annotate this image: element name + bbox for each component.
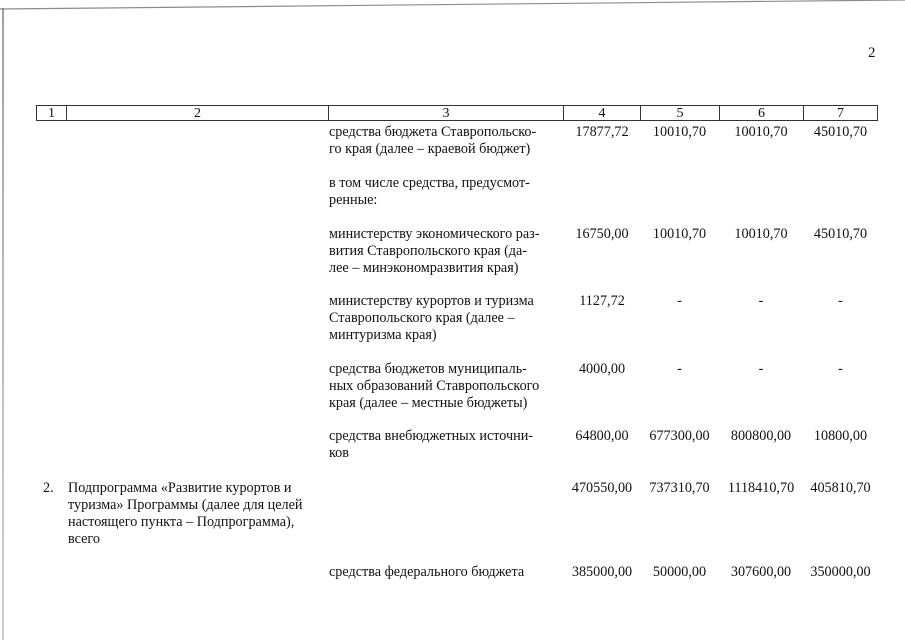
value-col-6: - [758, 361, 764, 377]
value-col-5: - [677, 361, 682, 377]
funding-source-cell [329, 226, 558, 277]
text-line: средства федерального бюджета [329, 564, 525, 580]
value-col-7: 10800,00 [813, 428, 868, 444]
value-col-7: 45010,70 [813, 124, 868, 140]
value-col-7: 350000,00 [810, 564, 871, 580]
value-col-4: 1127,72 [579, 293, 625, 309]
scan-edge-top [0, 0, 905, 12]
value-col-6: 1118410,70 [727, 480, 795, 496]
value-col-5: 677300,00 [649, 428, 710, 444]
value-col-6: 10010,70 [734, 226, 788, 242]
header-col-2: 2 [67, 106, 329, 120]
text-line: министерству курортов и туризма [329, 293, 534, 309]
subprogram-name-cell [68, 480, 322, 548]
funding-source-cell [329, 293, 558, 344]
funding-source-cell [329, 124, 558, 158]
value-col-5: - [677, 293, 682, 309]
text-line: министерству экономического раз- [329, 226, 540, 242]
header-col-3: 3 [329, 106, 564, 120]
value-col-7: - [838, 293, 843, 309]
value-col-7: - [838, 361, 843, 377]
text-line: Ставропольского края (далее – [329, 310, 515, 326]
value-col-4: 470550,00 [571, 480, 633, 496]
page-number: 2 [868, 45, 876, 61]
table-header-row [36, 105, 878, 121]
header-col-5: 5 [641, 106, 720, 120]
text-line: настоящего пункта – Подпрограмма), [68, 514, 295, 530]
value-col-4: 64800,00 [575, 428, 629, 444]
scan-edge-left [2, 8, 4, 640]
value-col-6: 800800,00 [730, 428, 792, 444]
funding-source-cell [329, 361, 558, 412]
header-col-4: 4 [564, 106, 641, 120]
text-line: ков [329, 445, 349, 461]
row-number: 2. [43, 480, 54, 496]
header-col-7: 7 [837, 106, 844, 121]
text-line: средства бюджетов муниципаль- [329, 361, 527, 377]
text-line: лее – минэкономразвития края) [329, 260, 519, 276]
text-line: туризма» Программы (далее для целей [68, 497, 303, 513]
value-col-6: 307600,00 [730, 564, 792, 580]
value-col-6: - [758, 293, 764, 309]
value-col-7: 45010,70 [813, 226, 868, 242]
value-col-5: 10010,70 [652, 124, 707, 140]
header-col-6: 6 [720, 106, 804, 120]
header-col-1: 1 [37, 106, 67, 120]
text-line: го края (далее – краевой бюджет) [329, 141, 531, 157]
text-line: края (далее – местные бюджеты) [329, 395, 528, 411]
value-col-6: 10010,70 [734, 124, 788, 140]
text-line: Подпрограмма «Развитие курортов и [68, 480, 292, 496]
value-col-7: 405810,70 [810, 480, 871, 496]
funding-source-cell [329, 428, 558, 462]
value-col-5: 50000,00 [652, 564, 707, 580]
value-col-4: 385000,00 [571, 564, 633, 580]
text-line: минтуризма края) [329, 327, 437, 343]
text-line: вития Ставропольского края (да- [329, 243, 528, 259]
value-col-4: 17877,72 [575, 124, 629, 140]
text-line: ренные: [329, 192, 378, 208]
text-line: средства бюджета Ставропольско- [329, 124, 537, 140]
value-col-4: 4000,00 [578, 361, 626, 377]
text-line: ных образований Ставропольского [329, 378, 540, 394]
text-line: в том числе средства, предусмот- [329, 175, 530, 191]
text-line: всего [68, 531, 100, 547]
value-col-4: 16750,00 [575, 226, 629, 242]
text-line: средства внебюджетных источни- [329, 428, 534, 444]
value-col-5: 10010,70 [652, 226, 707, 242]
funding-source-cell [329, 175, 558, 209]
value-col-5: 737310,70 [649, 480, 710, 496]
funding-source-cell [329, 564, 558, 581]
